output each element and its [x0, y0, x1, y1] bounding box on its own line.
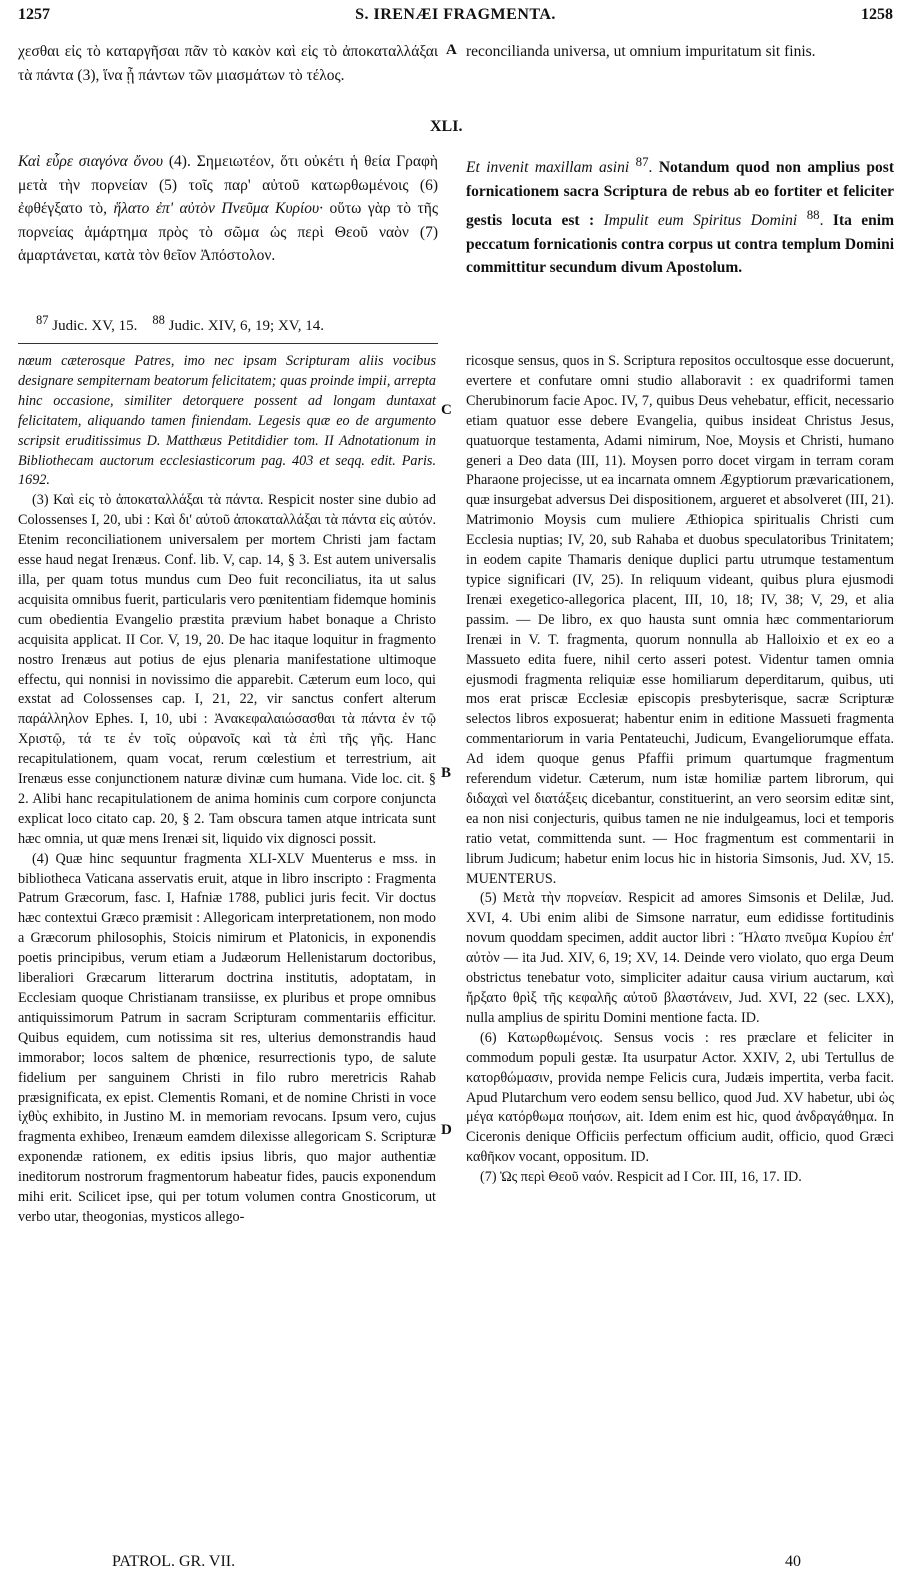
note-6: (6) Κατωρθωμένοις. Sensus vocis : res præclare et feliciter in commodum populi gestæ. Ita usurpatur Actor. XXIV, 2, ubi Tertullus de κατορθώμασιν, provida nempe Felicis cura, Judæis impertita, verba facit. Apud Plutarchum vero eodem sensu bellico, quod Jud. XV habetur, ubi ὡς μέγα κατόρθωμα ποιήσων, ait. Idem enim est hic, quod ἀνδραγάθημα. In Ciceronis denique Officiis perfectum officium audit, officio, quod Græci καθῆκον vocant, oppositum. ID.	[466, 1029, 894, 1166]
latin-main-text: Et invenit maxillam asini $^{87}$. Notandum quod non amplius post fornicationem sacra Scriptura de rebus ab eo fortiter et feliciter gestis locuta est : Impulit eum Spiritus Domini $^{88}$. Ita enim peccatum fornicationis contra corpus ut contra templum Domini committitur secundum divum Apostolum.	[466, 154, 895, 277]
note-3: (3) Καὶ εἰς τὸ ἀποκαταλλάξαι τὰ πάντα. Respicit noster sine dubio ad Colossenses I, 20, ubi : Καὶ δι' αὐτοῦ ἀποκαταλλάξαι τὰ πάντα εἰς αὐτόν. Etenim reconciliationem universalem per mortem Christi jam factam esse haud negat Irenæus. Conf. lib. V, cap. 14, § 3. Est autem universalis illa, per quam totus mundus cum Deo fuit reconciliatus, ita ut salus acquisita omnibus fuerit, particularis vero pœnitentiam fidemque hominis cum obedientia Evangelio præstita prævium habet bonaque a Christo acquisita applicat. II Cor. V, 19, 20. De hac itaque loquitur in fragmento nostro Irenæus aut potius de ejus plenaria manifestatione ultimoque effectu, qui nonnisi in novissimo die apparebit. Cæterum eum loco, qui exstat ad Colossenses cap. I, 21, 22, vir sanctus confert alterum παράλληλον Ephes. I, 10, ubi : Ἀνακεφαλαιώσασθαι τὰ πάντα ἐν τῷ Χριστῷ, τά τε ἐν τοῖς οὐρανοῖς καὶ τὰ ἐπὶ τῆς γῆς. Hanc recapitulationem, quam vocat, rerum cœlestium et terrestrium, ait Irenæus esse conjunctionem naturæ divinæ cum humana. Vide loc. cit. § 2. Alibi hanc recapitulationem de anima hominis cum corpore conjuncta explicat loco citato cap. 20, § 2. Tam obscura tamen atque intricata sunt hæc omnia, ut quæ mens Irenæi sit, liquido vix dignosci possit.	[18, 492, 436, 847]
running-header	[18, 6, 893, 28]
latin-body-2: Ita enim peccatum fornicationis contra corpus ut contra templum Domini committitur secundum divum Apostolum.	[466, 212, 895, 277]
margin-letter-c: C	[441, 402, 452, 418]
notes-right-column	[466, 352, 894, 1188]
latin-quote-ref: 88	[806, 207, 820, 223]
greek-body-2: οὕτω γὰρ τὸ τῆς πορνείας ἁμάρτημα πρὸς τὸ σῶμα ὡς περὶ Θεοῦ ναὸν (7) ἁμαρτάνεται, κατὰ τὸν θεῖον Ἀπόστολον.	[18, 200, 438, 264]
margin-letter-d: D	[441, 1122, 452, 1138]
greek-heading: Καὶ εὗρε σιαγόνα ὄνου	[18, 153, 164, 170]
ref2-number: 88	[152, 313, 165, 327]
greek-quote: ἥλατο ἐπ' αὐτὸν Πνεῦμα Κυρίου·	[113, 200, 324, 217]
greek-main-text	[18, 150, 438, 268]
footer-sheet-number: 40	[785, 1553, 801, 1570]
note-continuation-right: ricosque sensus, quos in S. Scriptura repositos occultosque esse docuerunt, evertere et confutare omni studio allaboravit : ex quadriformi tamen Cherubinorum facie Apoc. IV, 7, quibus Deus vehebatur, efficit, necessario etiam quatuor esse debere Evangelia, quibus insideat Christus Jesus, quatuorque testamenta, Adami nimirum, Noe, Moysis et Christi, humano generi a Deo data (III, 11). Moysen porro docet virgam in terram coram Pharaone projecisse, ut ea incarnata omnem Ægyptiorum prævaricationem, quæ insurgebat adversus Dei dispositionem, argueret et absolveret (III, 21). Matrimonio Moysis cum muliere Æthiopica spiritualis Christi cum Ecclesia nuptias; IV, 20, sub Rahaba et duobus speculatoribus Trinitatem; in eodem capite Thamaris denique duplici partu utrumque testamentum typice significari (IV, 25). In reliquum videant, quibus plura ejusmodi Irenæi exegetico-allegorica placent, III, 10, 18; IV, 38; V, 29, et alia passim. — De libro, ex quo hausta sunt omnia hæc commentariorum Irenæi in V. T. fragmenta, quorum nonnulla ab Halloixio et ex eo a Massueto edita fuere, nihil certo asseri potest. Videntur tamen omnia ejusmodi fragmenta reliquiæ esse homiliarum deperditarum, quibus, uti mos erat priscæ Ecclesiæ episcopis presbyterisque, sacræ Scripturæ selectos libros exposuerat; habentur enim in editione Massueti fragmenta commentariorum in varia Pentateuchi, Judicum, Evangeliorumque effata. Ad idem quoque genus Pfaffii primum quartumque fragmentum referendum videtur. Cæterum, num istæ homiliæ partem librorum, qui διδαχαὶ vel διατάξεις dicebantur, constituerint, an vero seorsim editæ sint, ea non nisi conjecturis, quibus tamen ne nie indulgeamus, loci et temporis ratio vetat, committenda sunt. — Hoc fragmentum est commentarii in librum Judicum; habetur enim locus hic in historia Simsonis, Jud. XV, 15. MUENTERUS.	[466, 353, 894, 887]
note-7: (7) Ὡς περὶ Θεοῦ ναόν. Respicit ad I Cor. III, 16, 17. ID.	[480, 1169, 802, 1186]
note-continuation: nœum cæterosque Patres, imo nec ipsam Scripturam aliis vocibus designare sempiternam beatorum felicitatem; quas proinde impii, arrepta hinc occasione, similiter detorquere possent ad longam duntaxat felicitatem, aliquando tamen finiendam. Legesis quæ eo de argumento scripsit eruditissimus D. Matthæus Petitdidier tom. II Adnotationum in Bibliothecam auctorum ecclesiasticorum pag. 403 et seqq. edit. Paris. 1692.	[18, 353, 436, 489]
notes-left-column	[18, 352, 436, 1228]
note-5: (5) Μετὰ τὴν πορνείαν. Respicit ad amores Simsonis et Delilæ, Jud. XVI, 4. Ubi enim alibi de Simsone narratur, eum edidisse fortitudinis novum quoddam specimen, addit auctor libri : Ἥλατο πνεῦμα Κυρίου ἐπ' αὐτὸν — ita Jud. XIV, 6, 19; XV, 14. Deinde vero violato, quo erga Deum obstrictus tenebatur voto, simpliciter adaitur causa virium auctarum, καὶ ἤρξατο θρὶξ τῆς κεφαλῆς αὐτοῦ βλαστάνειν, Jud. XVI, 22 (sec. LXX), nulla amplius de spiritu Domini mentione facta. ID.	[466, 890, 894, 1026]
latin-body: Notandum quod non amplius post fornicationem sacra Scriptura de rebus ab eo fortiter et feliciter gestis locuta est :	[466, 159, 894, 230]
greek-heading-num: (4).	[168, 153, 191, 170]
footer-volume: PATROL. GR. VII.	[112, 1553, 236, 1570]
greek-body: Σημειωτέον, ὅτι οὐκέτι ἡ θεία Γραφὴ μετὰ τὴν πορνείαν (5) τοῖς παρ' αὐτοῦ κατωρθωμένοις (6) ἐφθέγξατο τὸ,	[18, 153, 439, 217]
latin-heading: Et invenit maxillam asini	[466, 159, 630, 177]
margin-letter-a: A	[446, 42, 457, 58]
ref1-text: Judic. XV, 15.	[52, 318, 138, 334]
latin-heading-ref: 87	[635, 154, 649, 169]
margin-letter-b: B	[441, 765, 452, 781]
latin-top-text: reconcilianda universa, ut omnium impuritatum sit finis.	[466, 43, 816, 60]
latin-quote: Impulit eum Spiritus Domini	[603, 212, 798, 230]
section-number: XLI.	[430, 118, 463, 135]
scripture-references	[36, 313, 324, 335]
note-4: (4) Quæ hinc sequuntur fragmenta XLI-XLV Muenterus e mss. in bibliotheca Vaticana asservatis eruit, atque in libro inscripto : Fragmenta Patrum Græcorum, fasc. I, Hafniæ 1788, publici juris fecit. Vir doctus hæc contextui Græco præmisit : Allegoricam interpretationem, non modo a Græcorum philosophis, Stoicis nimirum et Platonicis, in exponendis poetis principibus, verum etiam a Judæorum Hellenistarum doctoribus, liberaliori Græcarum litterarum doctrina institutis, adoptatam, in Ecclesiam quoque Christianam transiisse, ex pluribus et prope omnibus antiquissimorum Patrum in sacram Scripturam commentariis efficitur. Quibus equidem, cum notissima sit res, ulterius demonstrandis haud immorabor; locos saltem de phœnice, resurrectionis typo, de salute fidelium per sanguinem Christi in filo rubro meretricis Rahab præsignificata, ex epist. Clementis Romani, et de nomine Christi in voce ἰχθὺς exhibito, in Justino M. in memoriam revocans. Ipsum vero, cujus fragmenta exhibeo, Irenæum eamdem dilexisse allegoricam S. Scripturæ exponendæ rationem, ex editis ipsius libris, quo major authentiæ ineditorum nostrorum fragmentorum habeatur fides, paucis exponendum mihi erit. Scilicet ipse, qui per totum volumen contra Gnosticorum, ut verbo utar, theogonias, mysticos allego-	[18, 850, 436, 1225]
divider-rule	[18, 343, 438, 344]
ref1-number: 87	[36, 313, 49, 327]
running-title: S. IRENÆI FRAGMENTA.	[355, 6, 556, 23]
ref2-text: Judic. XIV, 6, 19; XV, 14.	[168, 318, 324, 334]
greek-top-text: χεσθαι εἰς τὸ καταργῆσαι πᾶν τὸ κακὸν καὶ εἰς τὸ ἀποκαταλλάξαι τὰ πάντα (3), ἵνα ᾖ πάντων τῶν μιασμάτων τὸ τέλος.	[18, 43, 438, 84]
page-number-right: 1258	[861, 6, 893, 23]
page-number-left: 1257	[18, 6, 50, 23]
